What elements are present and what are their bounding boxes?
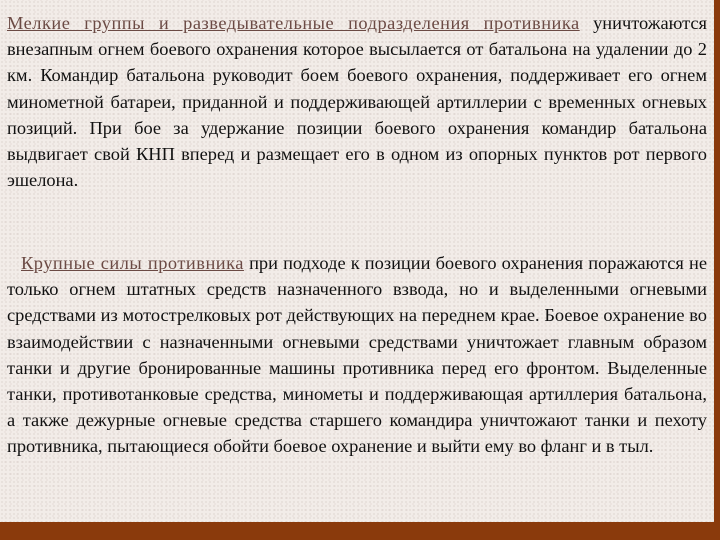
bottom-border [0, 522, 720, 540]
paragraph-2 [7, 250, 707, 460]
right-border [714, 0, 720, 540]
paragraph-2-body: при подходе к позиции боевого охранения поражаются не только огнем штатных средств назначенного взвода, но и выделенными огневыми средствами из мотострелковых рот действующих на переднем крае. Боевое охранение во взаимодействии с назначенными огневыми средствами уничтожает главным образом танки и другие бронированные машины противника перед его фронтом. Выделенные танки, противотанковые средства, минометы и поддерживающая артиллерия батальона, а также дежурные огневые средства старшего командира уничтожают танки и пехоту противника, пытающиеся обойти боевое охранение и выйти ему во фланг и в тыл. [7, 253, 707, 457]
paragraph-1-body: уничтожаются внезапным огнем боевого охранения которое высылается от батальона на удалении до 2 км. Командир батальона руководит боем боевого охранения, поддерживает его огнем минометной батареи, приданной и поддерживающей артиллерии с временных огневых позиций. При бое за удержание позиции боевого охранения командир батальона выдвигает свой КНП вперед и размещает его в одном из опорных пунктов рот первого эшелона. [7, 13, 707, 191]
paragraph-2-lead: Крупные силы противника [21, 253, 244, 273]
paragraph-1-lead: Мелкие группы и разведывательные подразделения противника [7, 13, 580, 33]
paragraph-1 [7, 10, 707, 193]
